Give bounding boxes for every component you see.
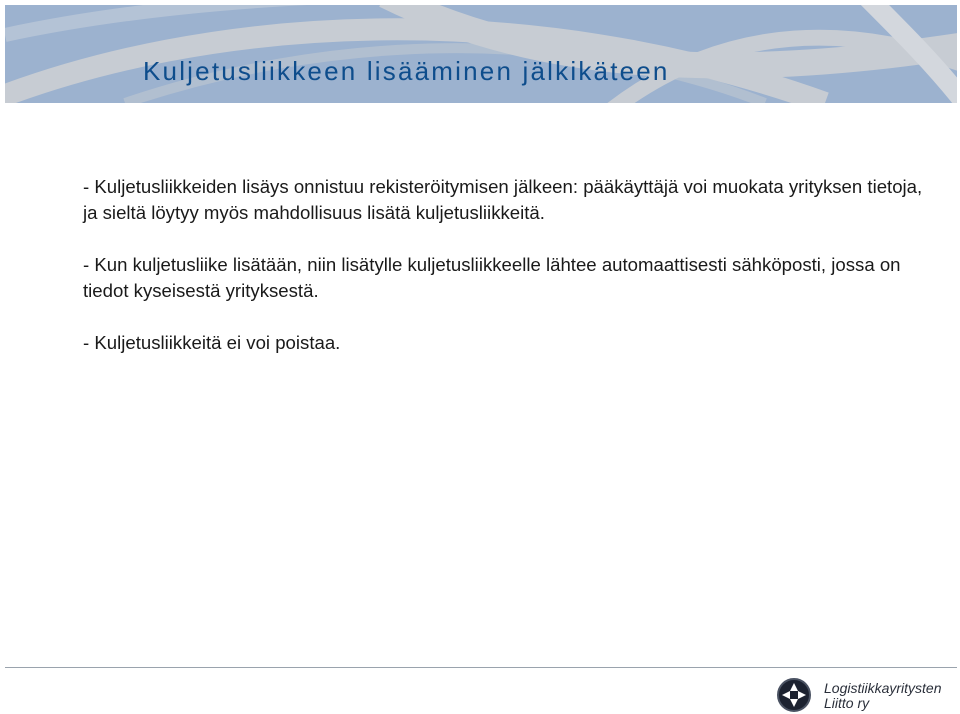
organization-logo-icon [776, 677, 812, 713]
bullet-paragraph-3: - Kuljetusliikkeitä ei voi poistaa. [83, 332, 341, 353]
slide-title: Kuljetusliikkeen lisääminen jälkikäteen [143, 56, 670, 86]
banner-graphic [5, 5, 957, 103]
logo-line-1: Logistiikkayritysten [824, 680, 942, 696]
bullet-paragraph-2: - Kun kuljetusliike lisätään, niin lisätylle kuljetusliikkeelle lähtee automaattisesti sähköposti, jossa on tiedot kyseisestä yrityksestä. [83, 254, 901, 301]
logo-line-2: Liitto ry [824, 695, 870, 711]
header-banner [5, 5, 957, 103]
footer-divider [5, 667, 957, 668]
footer-logo [776, 677, 960, 714]
slide-body [83, 174, 923, 382]
logo-text [824, 681, 942, 711]
bullet-paragraph-1: - Kuljetusliikkeiden lisäys onnistuu rekisteröitymisen jälkeen: pääkäyttäjä voi muokata yrityksen tietoja, ja sieltä löytyy myös mahdollisuus lisätä kuljetusliikkeitä. [83, 176, 923, 223]
